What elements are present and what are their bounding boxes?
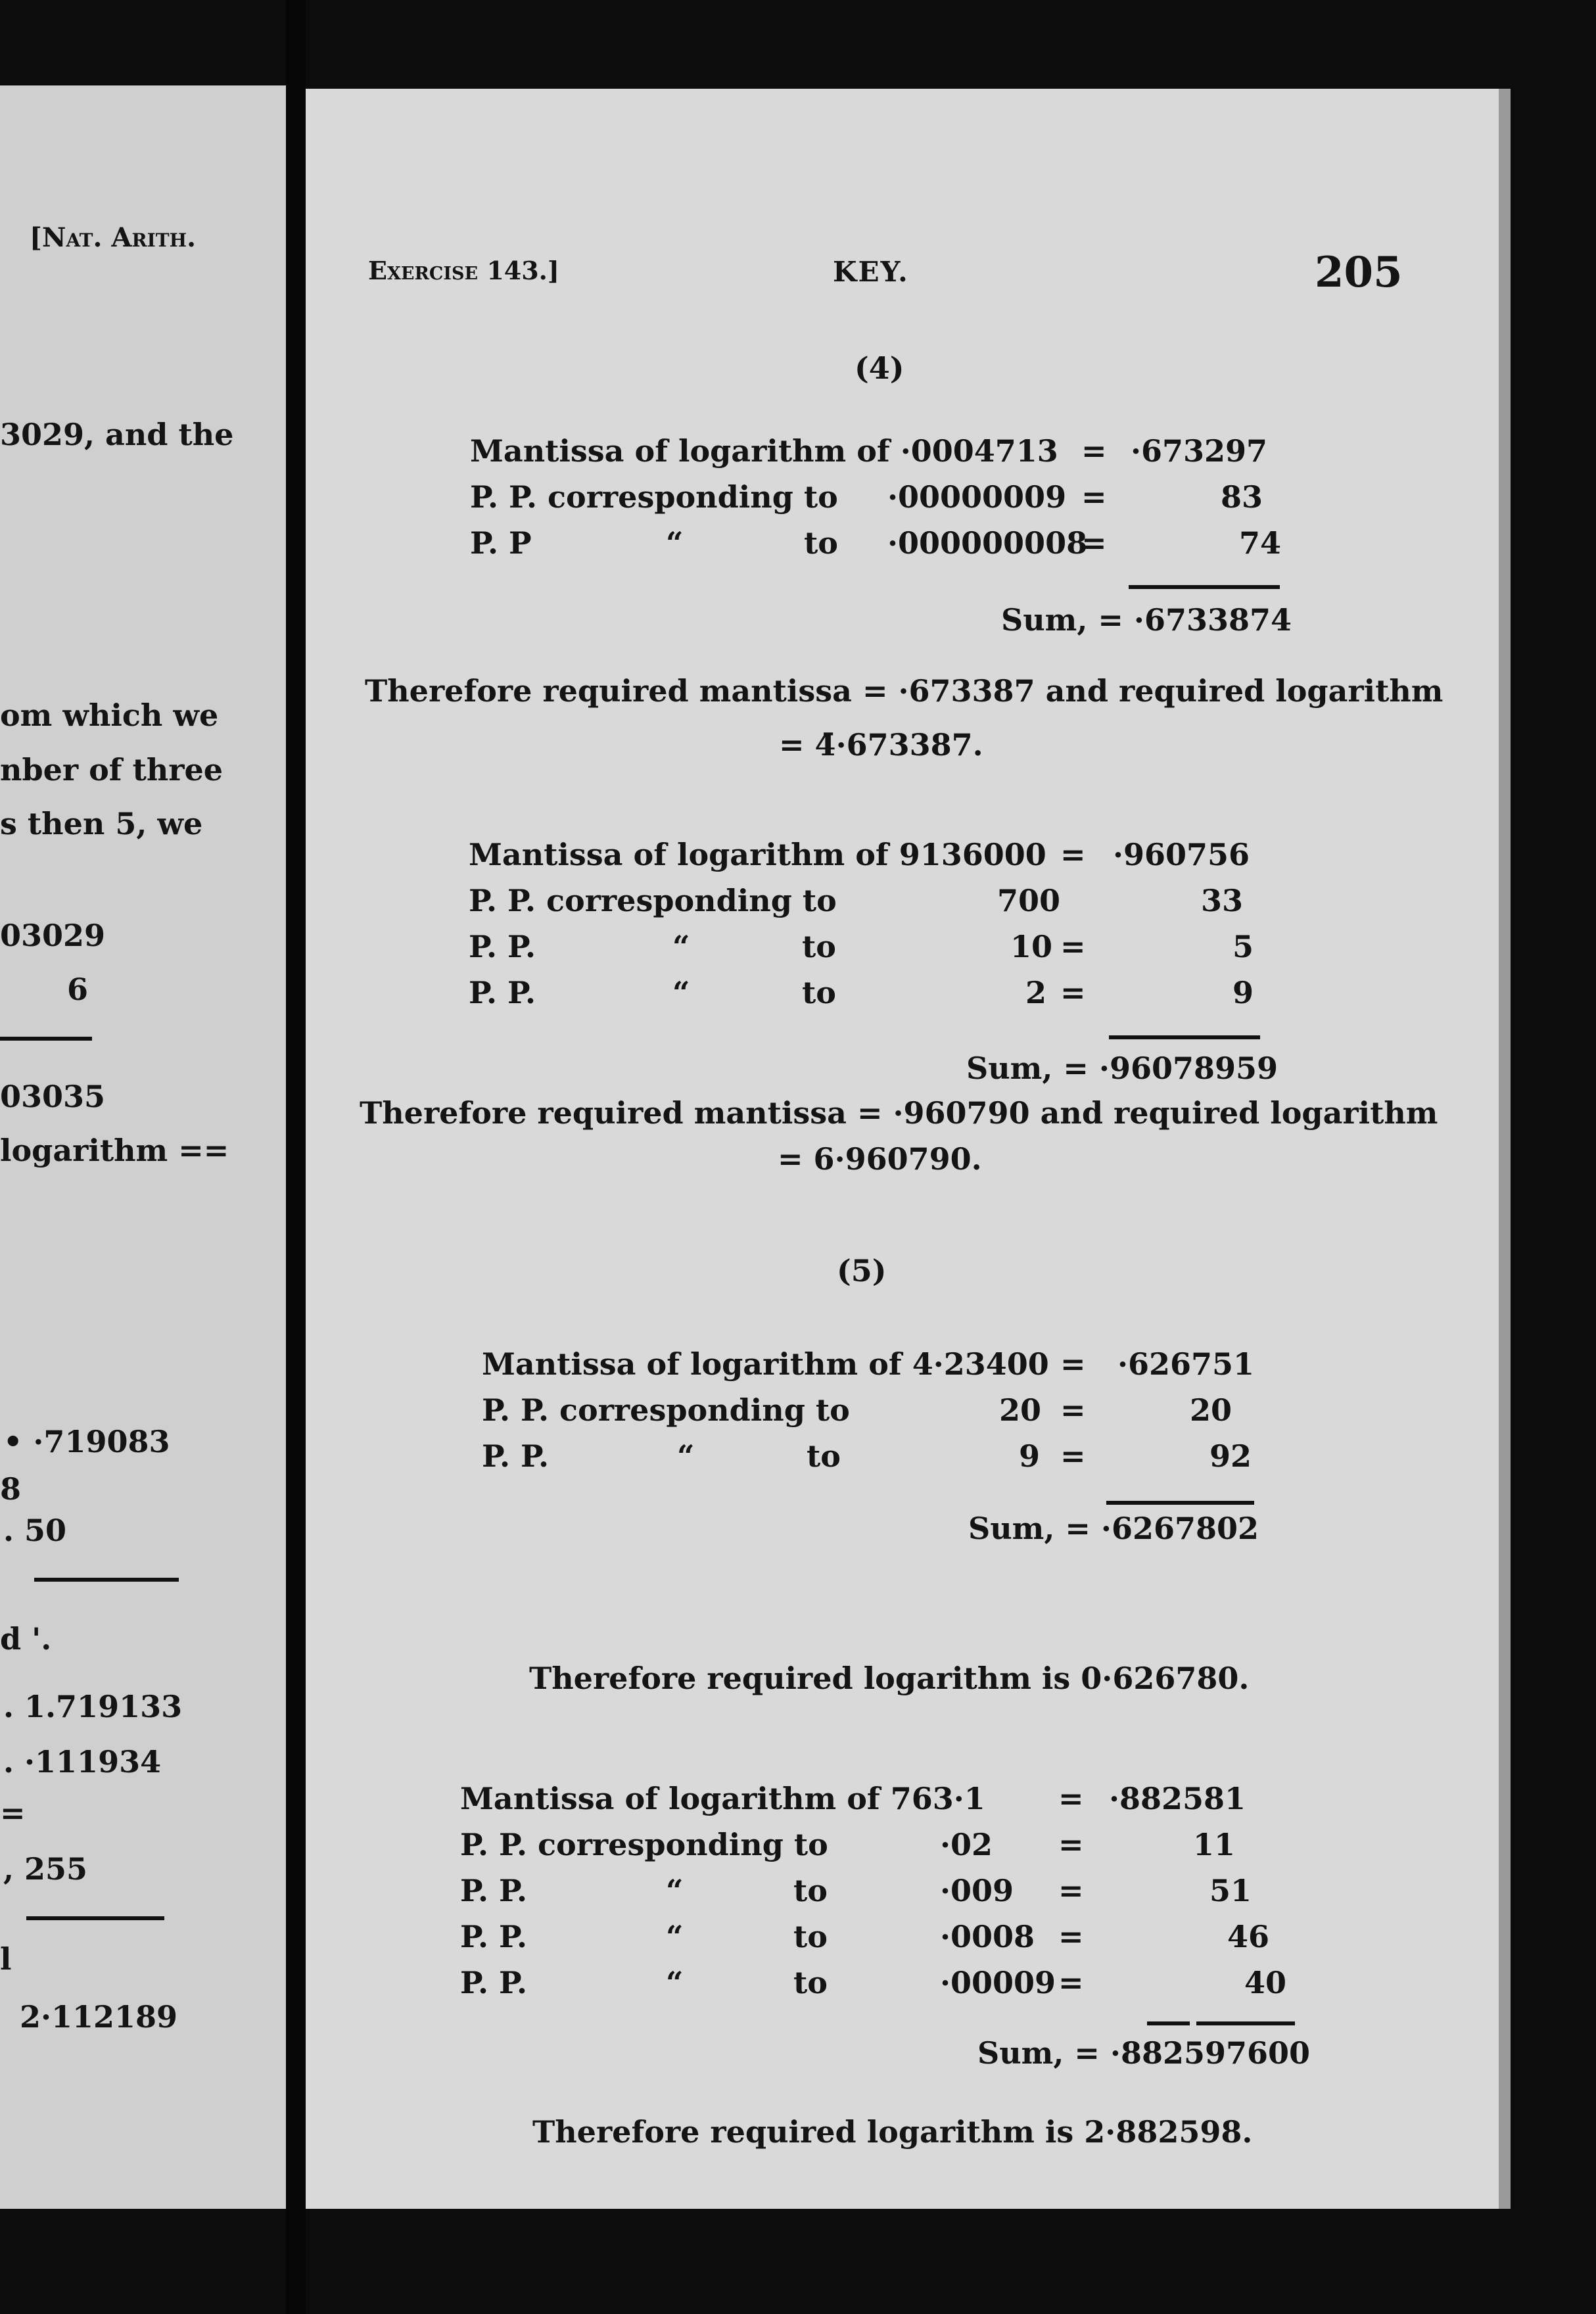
row-result: ·673297 [1131,433,1268,469]
left-page-line: s then 5, we [0,806,203,841]
row-value: 9 [1019,1438,1041,1474]
row-label: P. P. corresponding to [460,1827,828,1862]
section-heading: (5) [837,1253,887,1288]
row-label: P. P. [460,1965,527,2000]
row-label: P. P. [460,1919,527,1954]
conclusion-line: Therefore required logarithm is 0·626780. [529,1661,1250,1696]
row-label: Mantissa of logarithm of 763·1 [460,1781,985,1816]
sum-rule [1147,2021,1190,2025]
row-value: 700 [997,883,1061,918]
sum-line: Sum, = ·6267802 [968,1511,1259,1546]
row-eq: = [1081,525,1107,561]
ditto-mark: “ [677,1438,695,1474]
left-page-rule [26,1916,164,1920]
row-result: 5 [1232,929,1254,964]
row-result: ·882581 [1109,1781,1246,1816]
row-label: P. P. [469,929,536,964]
row-result: ·960756 [1113,837,1250,872]
left-page-line: 8 [0,1471,22,1507]
row-to: to [807,1438,841,1474]
row-to: to [804,525,838,561]
left-page-line: 2·112189 [20,1999,178,2035]
row-result: 51 [1209,1873,1252,1908]
row-label: P. P. corresponding to [469,883,837,918]
book-spine [286,0,306,2314]
row-to: to [802,975,836,1010]
conclusion-line: Therefore required mantissa = ·673387 and required logarithm [365,673,1443,709]
row-value: ·00000009 [887,479,1067,515]
ditto-mark: “ [672,929,690,964]
right-page [306,89,1499,2209]
row-label: Mantissa of logarithm of 4·23400 [482,1346,1049,1382]
left-page-line: 03035 [0,1079,106,1114]
row-to: to [793,1965,828,2000]
row-eq: = [1058,1827,1084,1862]
row-label: P. P. [469,975,536,1010]
row-eq: = [1060,1346,1086,1382]
row-result: 92 [1209,1438,1252,1474]
key-heading: KEY. [833,256,909,288]
left-page-line: 3029, and the [0,417,234,452]
row-eq: = [1060,929,1086,964]
row-label: P. P. [482,1438,549,1474]
sum-rule [1196,2021,1295,2025]
row-eq: = [1058,1965,1084,2000]
row-result: ·626751 [1117,1346,1255,1382]
row-value: 10 [1010,929,1053,964]
left-page-line: . ·111934 [3,1744,162,1780]
left-page-line: . 50 [3,1513,67,1548]
row-value: ·0008 [940,1919,1035,1954]
exercise-heading: Exercise 143.] [368,256,559,285]
left-page-line: . 1.719133 [3,1689,183,1724]
left-page-line: 03029 [0,918,106,953]
sum-rule [1109,1035,1260,1039]
row-eq: = [1060,975,1086,1010]
left-page-line: d '. [0,1621,52,1657]
row-value: ·02 [940,1827,993,1862]
row-to: to [793,1873,828,1908]
ditto-mark: “ [672,975,690,1010]
left-page-line: om which we [0,697,219,733]
row-eq: = [1081,433,1107,469]
row-result: 11 [1193,1827,1236,1862]
row-eq: = [1058,1873,1084,1908]
row-result: 9 [1232,975,1254,1010]
left-page-line: nber of three [0,752,223,788]
sum-line: Sum, = ·882597600 [977,2035,1310,2071]
row-eq: = [1060,1392,1086,1428]
left-page-header: [Nat. Arith. [30,222,196,253]
row-value: 20 [999,1392,1042,1428]
row-value: ·009 [940,1873,1014,1908]
row-result: 74 [1239,525,1282,561]
row-eq: = [1058,1919,1084,1954]
row-label: Mantissa of logarithm of 9136000 [469,837,1046,872]
row-result: 40 [1244,1965,1287,2000]
row-value: ·00009 [940,1965,1056,2000]
conclusion-line: Therefore required mantissa = ·960790 and required logarithm [360,1095,1438,1131]
ditto-mark: “ [666,1873,684,1908]
section-heading: (4) [855,350,904,386]
page-number: 205 [1315,248,1403,297]
row-value: ·000000008 [887,525,1088,561]
left-page-rule [0,1037,92,1041]
row-value: 2 [1025,975,1047,1010]
left-page-line: logarithm == [0,1133,229,1168]
row-eq: = [1058,1781,1084,1816]
row-label: P. P. corresponding to [470,479,838,515]
conclusion-line: = 4̄·673387. [779,727,983,763]
conclusion-line: Therefore required logarithm is 2·882598. [532,2114,1253,2150]
row-eq: = [1060,837,1086,872]
ditto-mark: “ [666,1919,684,1954]
row-label: P. P [470,525,532,561]
row-result: 46 [1227,1919,1270,1954]
left-page-line: l [0,1941,12,1977]
row-result: 33 [1201,883,1244,918]
conclusion-line: = 6·960790. [778,1141,982,1177]
row-label: P. P. [460,1873,527,1908]
left-page-line: 6 [67,972,89,1007]
sum-line: Sum, = ·6733874 [1001,602,1292,638]
page-edge [1499,89,1511,2209]
left-page-rule [34,1578,179,1582]
sum-line: Sum, = ·96078959 [966,1051,1278,1086]
row-to: to [802,929,836,964]
row-to: to [793,1919,828,1954]
row-label: Mantissa of logarithm of ·0004713 [470,433,1058,469]
row-eq: = [1060,1438,1086,1474]
left-page-line: = [0,1795,26,1831]
left-page-line: , 255 [3,1851,88,1887]
row-label: P. P. corresponding to [482,1392,850,1428]
ditto-mark: “ [666,1965,684,2000]
left-page-line: • ·719083 [3,1424,170,1459]
row-eq: = [1081,479,1107,515]
sum-rule [1129,585,1280,589]
ditto-mark: “ [666,525,684,561]
row-result: 20 [1190,1392,1232,1428]
sum-rule [1106,1501,1254,1505]
left-page [0,85,286,2209]
row-result: 83 [1221,479,1263,515]
